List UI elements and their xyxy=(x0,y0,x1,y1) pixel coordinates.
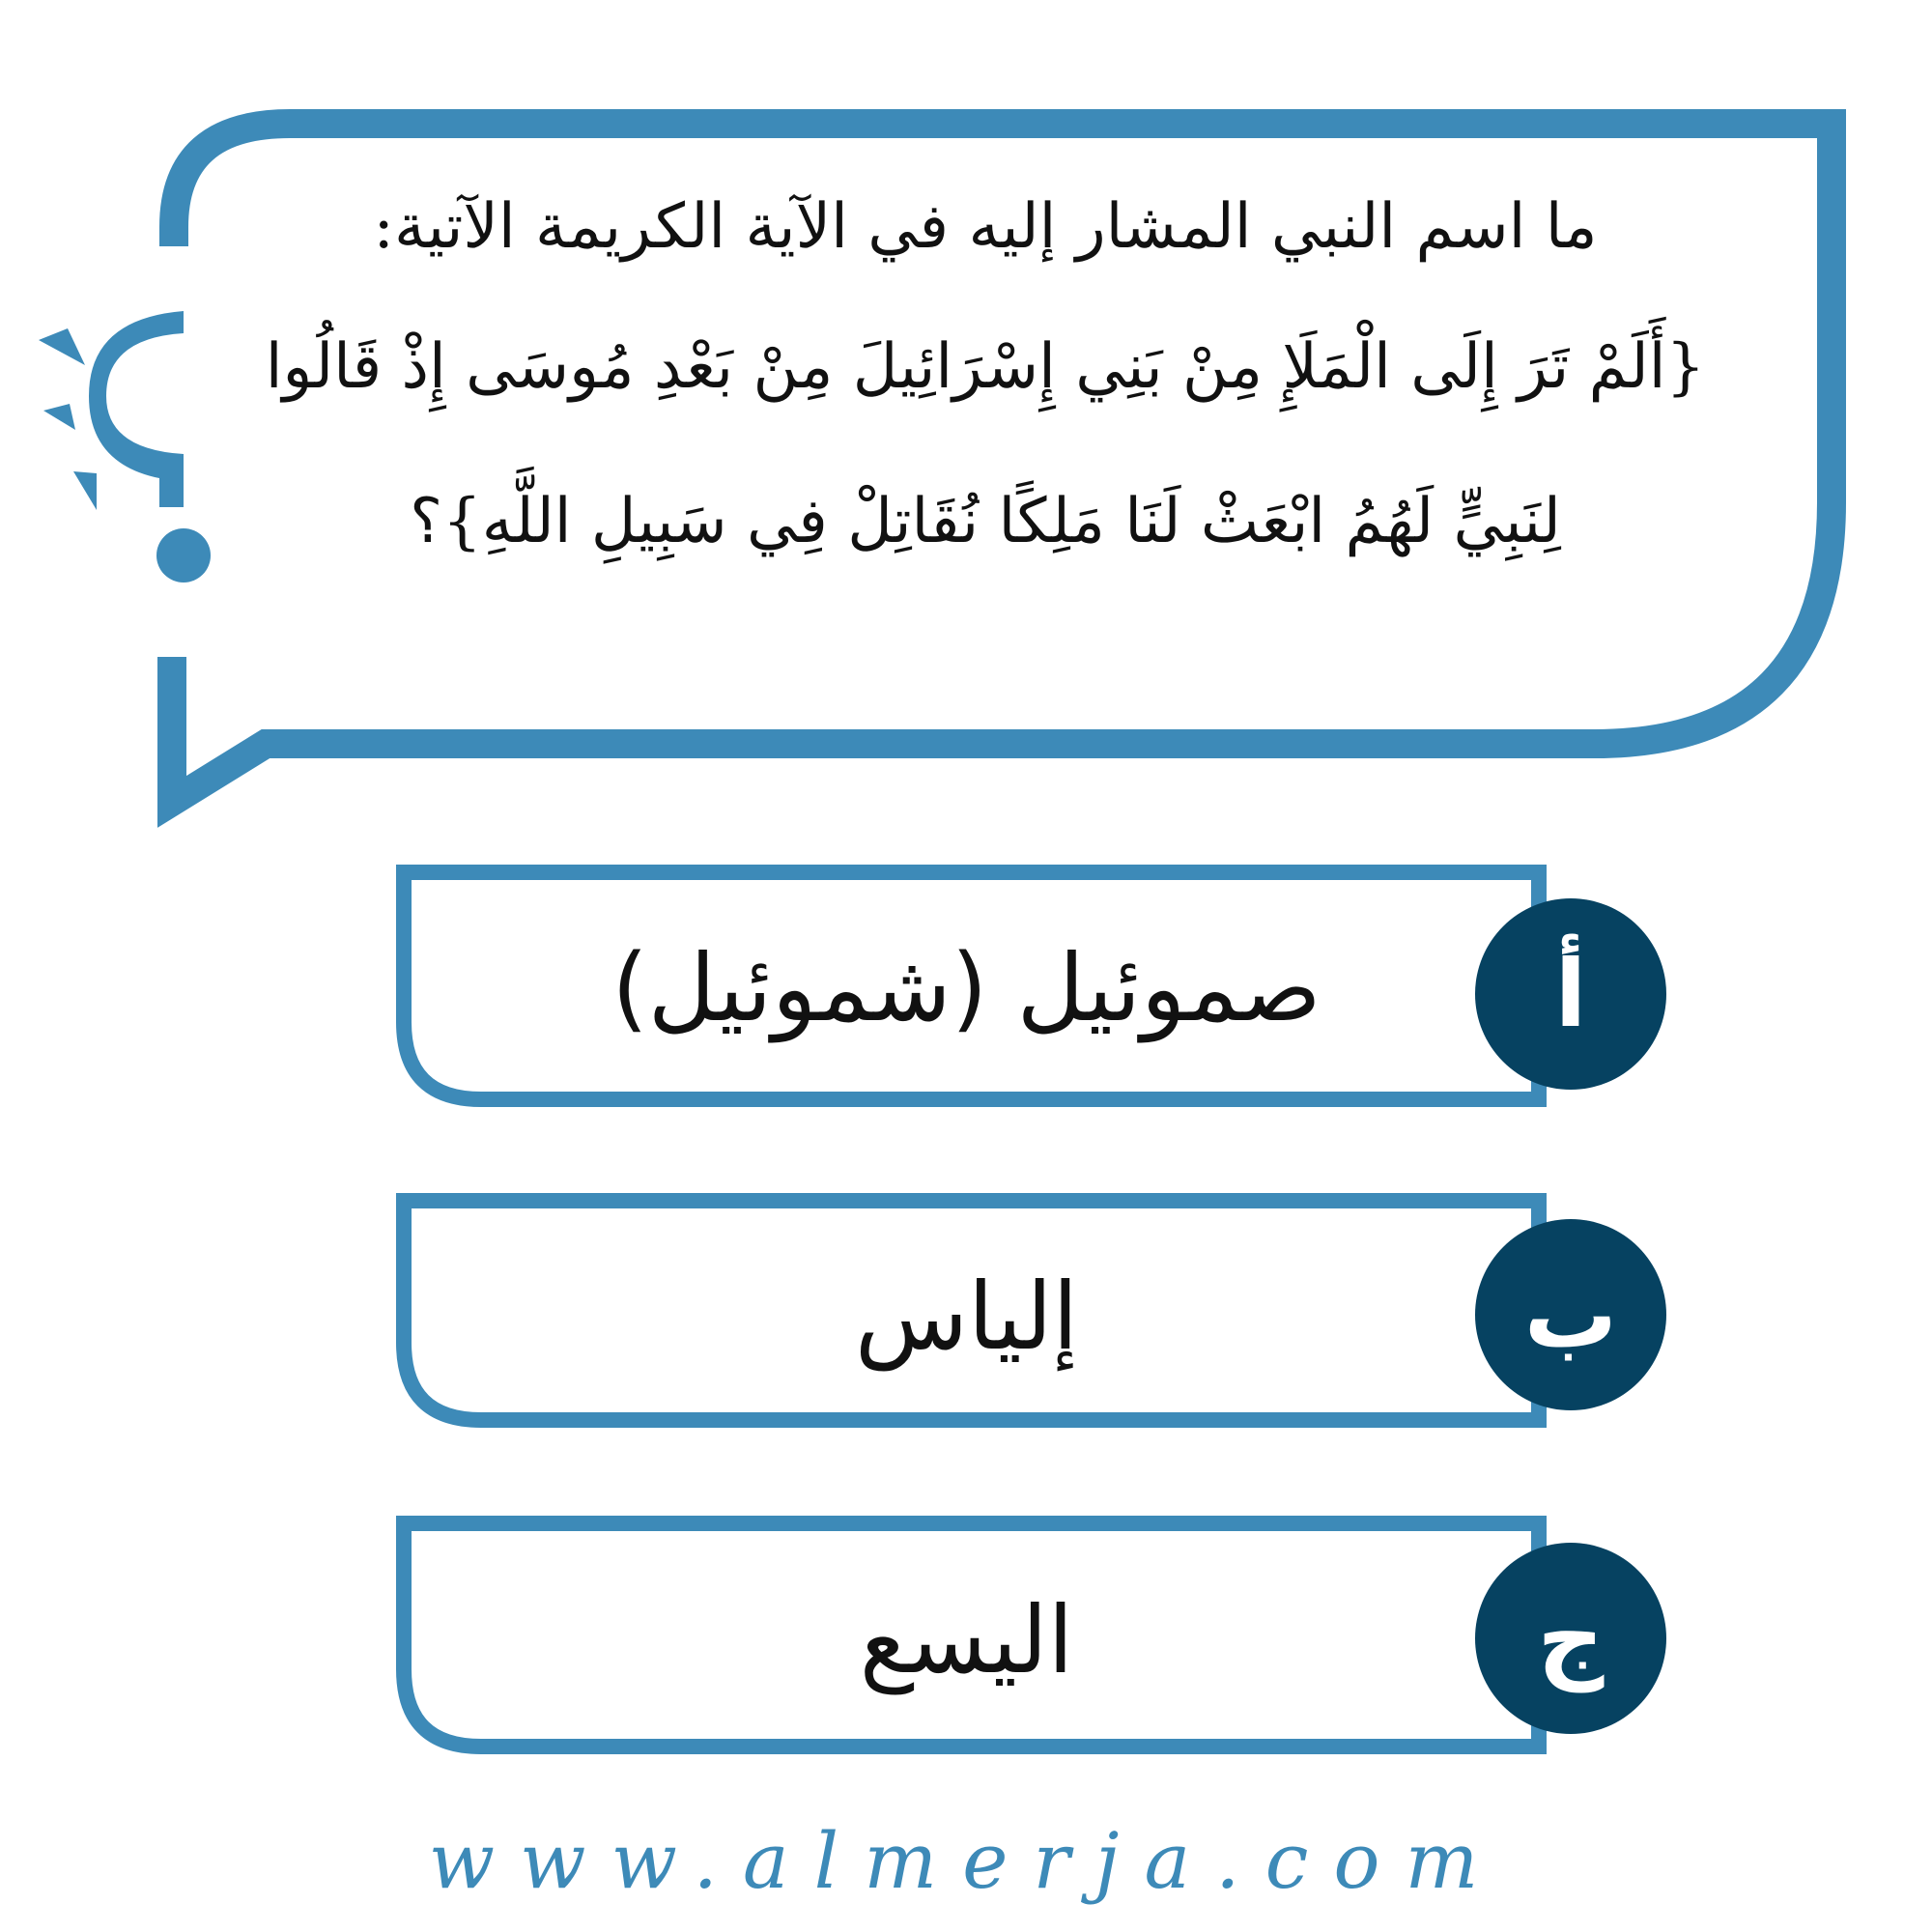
option-b[interactable] xyxy=(394,1208,1539,1425)
question-prompt: ما اسم النبي المشار إليه في الآية الكريمة الآتية: xyxy=(373,191,1598,263)
option-a-badge[interactable]: أ xyxy=(1475,898,1666,1090)
option-c-badge[interactable]: ج xyxy=(1475,1543,1666,1734)
quran-verse-line-2: لِنَبِيٍّ لَهُمُ ابْعَثْ لَنَا مَلِكًا نُقَاتِلْ فِي سَبِيلِ اللَّهِ}؟ xyxy=(410,486,1561,557)
option-c[interactable] xyxy=(394,1531,1539,1748)
question-mark-icon xyxy=(39,311,211,582)
option-b-badge[interactable]: ب xyxy=(1475,1219,1666,1410)
option-c-label: اليسع xyxy=(859,1585,1074,1694)
option-b-label: إلياس xyxy=(854,1262,1079,1371)
option-a[interactable] xyxy=(394,879,1539,1096)
option-a-label: صموئيل (شموئيل) xyxy=(611,933,1321,1042)
quran-verse-line-1: {أَلَمْ تَرَ إِلَى الْمَلَإِ مِنْ بَنِي إِسْرَائِيلَ مِنْ بَعْدِ مُوسَى إِذْ قَالُوا xyxy=(265,331,1706,403)
question-text-block xyxy=(251,174,1719,609)
footer-website-url[interactable]: www.almerja.com xyxy=(428,1816,1504,1906)
